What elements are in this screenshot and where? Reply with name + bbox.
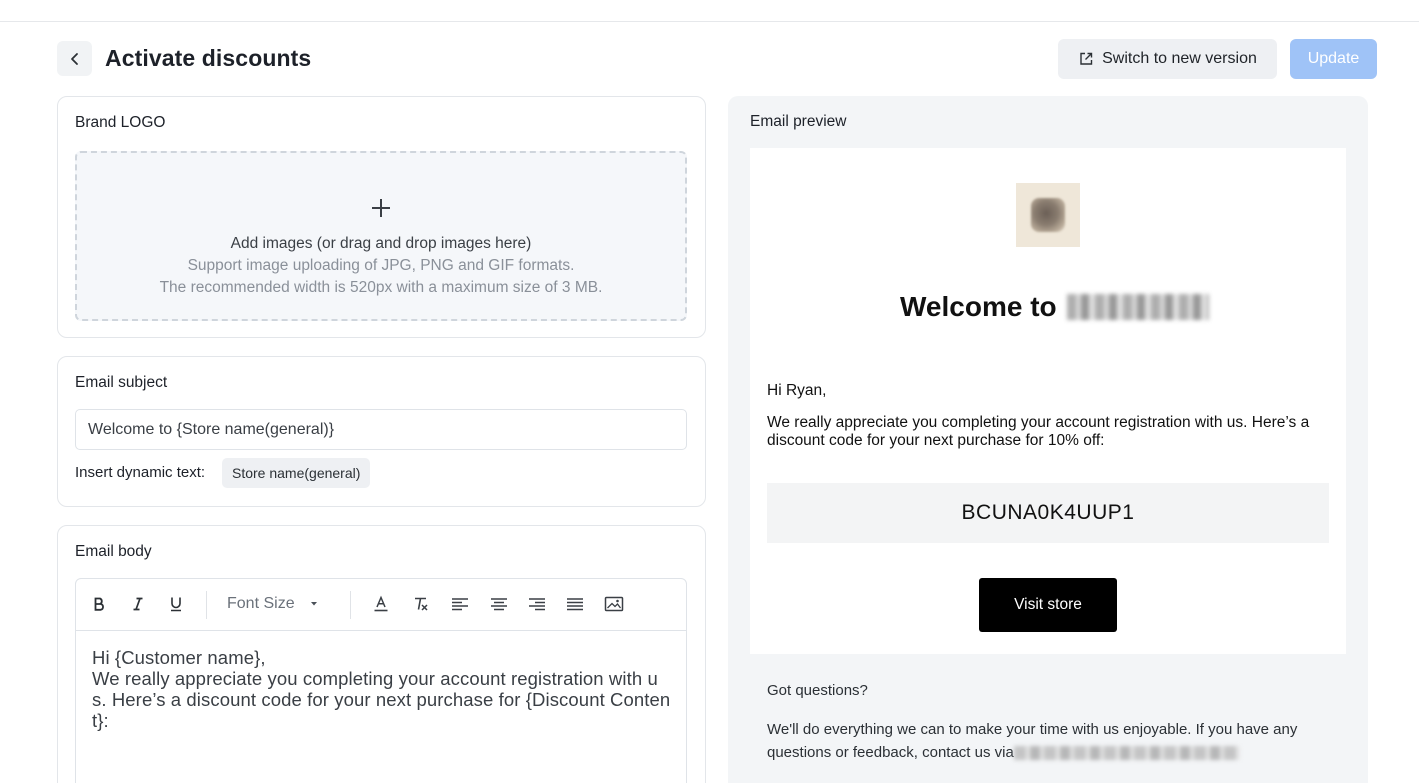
text-color-icon [372, 595, 390, 613]
bold-icon [93, 597, 105, 611]
align-left-icon [451, 597, 469, 611]
email-body-card [57, 525, 706, 783]
brand-logo-card [57, 96, 706, 338]
footer-message [767, 718, 1337, 764]
subject-input[interactable] [75, 409, 687, 450]
toolbar-divider [350, 591, 351, 619]
brand-logo-title: Brand LOGO [75, 114, 166, 131]
align-center-icon [490, 597, 508, 611]
editor-toolbar [76, 579, 686, 631]
switch-version-button[interactable] [1058, 39, 1277, 79]
align-left-button[interactable] [449, 593, 471, 615]
email-content [750, 148, 1346, 654]
font-size-select[interactable] [227, 593, 319, 615]
email-preview-panel [728, 96, 1368, 783]
text-color-button[interactable] [370, 593, 392, 615]
bold-button[interactable] [88, 593, 110, 615]
welcome-heading [900, 291, 1209, 323]
email-body-title: Email body [75, 543, 152, 560]
align-justify-icon [566, 597, 584, 611]
insert-image-button[interactable] [603, 593, 625, 615]
page-title: Activate discounts [105, 45, 312, 71]
align-right-icon [528, 597, 546, 611]
image-icon [604, 596, 624, 612]
caret-down-icon [309, 601, 319, 607]
footer-question: Got questions? [767, 682, 868, 699]
dropzone-add-text: Add images (or drag and drop images here) [230, 235, 532, 252]
align-right-button[interactable] [526, 593, 548, 615]
top-divider [0, 0, 1419, 22]
store-name-redacted [1067, 294, 1209, 320]
email-subject-title: Email subject [75, 374, 168, 391]
italic-button[interactable] [127, 593, 149, 615]
store-logo [1016, 183, 1080, 247]
welcome-text: Welcome to [900, 291, 1057, 322]
toolbar-divider [206, 591, 207, 619]
clear-format-button[interactable] [410, 593, 432, 615]
footer-message-text: We'll do everything we can to make your time with us enjoyable. If you have any questions or feedback, contact us via [767, 721, 1298, 761]
font-size-label: Font Size [227, 595, 295, 612]
discount-code: BCUNA0K4UUP1 [767, 483, 1329, 543]
dynamic-chip-store-name[interactable]: Store name(general) [222, 458, 370, 488]
underline-icon [169, 596, 183, 612]
external-link-icon [1078, 51, 1094, 67]
switch-version-label: Switch to new version [1102, 50, 1257, 67]
message-text: We really appreciate you completing your account registration with us. Here’s a discount code for your next purchase for 10% off: [767, 414, 1310, 449]
email-preview-title: Email preview [750, 113, 847, 130]
dynamic-text-label: Insert dynamic text: [75, 464, 206, 481]
contact-email-redacted [1014, 746, 1240, 760]
email-subject-card [57, 356, 706, 507]
chevron-left-icon [69, 52, 81, 66]
back-button[interactable] [57, 41, 92, 76]
italic-icon [132, 597, 144, 611]
email-body-editor-text[interactable] [92, 647, 672, 731]
underline-button[interactable] [165, 593, 187, 615]
dropzone-size-text: The recommended width is 520px with a maximum size of 3 MB. [159, 279, 603, 296]
rich-text-editor [75, 578, 687, 783]
align-justify-button[interactable] [564, 593, 586, 615]
plus-icon [370, 197, 392, 219]
visit-store-button[interactable]: Visit store [979, 578, 1117, 632]
align-center-button[interactable] [488, 593, 510, 615]
dropzone-support-text: Support image uploading of JPG, PNG and GIF formats. [187, 257, 575, 274]
logo-dropzone[interactable] [75, 151, 687, 321]
store-logo-image [1031, 198, 1065, 232]
clear-format-icon [412, 595, 430, 613]
greeting-text: Hi Ryan, [767, 382, 827, 399]
update-button[interactable]: Update [1290, 39, 1377, 79]
body-text: Hi {Customer name}, We really appreciate you completing your account registration with us. Here’s a discount code for your next purchase for {Discount Content}: [92, 647, 671, 731]
